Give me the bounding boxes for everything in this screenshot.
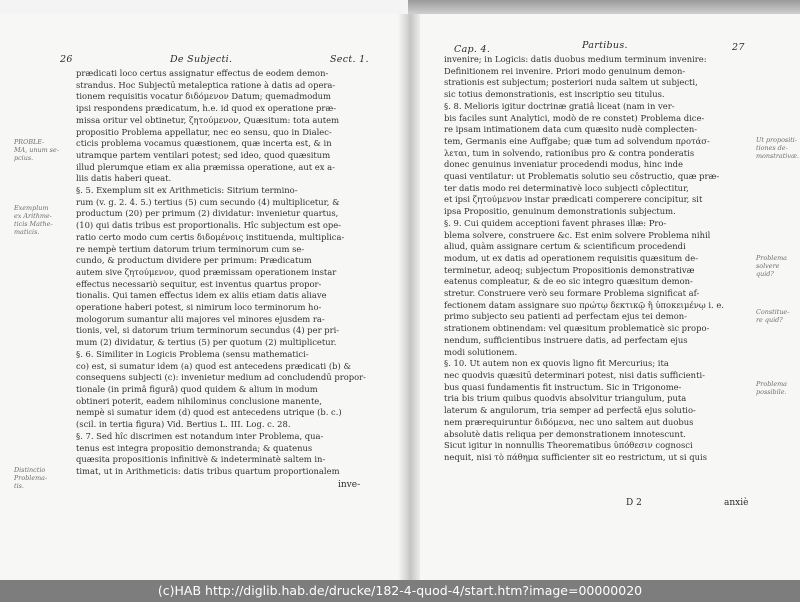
text-line: aliud, quàm assignare certum & scientificum procedendi [444, 241, 686, 252]
right-signature-mark: D 2 [626, 498, 642, 508]
text-line: ter datis modo rei determinativè loco subjecti côplectitur, [444, 182, 689, 193]
text-line: co) est, si sumatur idem (a) quod est antecedens prædicati (b) & [76, 360, 351, 371]
text-line: bis faciles sunt Analytici, modò de re constet) Problema dice- [444, 112, 705, 123]
text-line: et ipsi ζητούμενον instar prædicati comperere concipitur, sit [444, 194, 703, 205]
text-line: nequit, nisi τὸ πάθημα sufficienter sit eo restrictum, ut si quis [444, 451, 708, 462]
right-margin-note-1: Ut propositi- tiones de- monstrativæ. [756, 136, 799, 160]
text-line: missa oritur vel obtinetur, ζητούμενον, Quæsitum: tota autem [76, 114, 340, 125]
text-line: primo subjecto seu patienti ad perfectam ejus tei demon- [444, 311, 687, 322]
text-line: ratio certo modo cum certis διδομένοις instituenda, multiplica- [76, 231, 345, 242]
text-line: cundo, & productum dividere per primum: Prædicatum [76, 255, 312, 266]
text-line: quæsita propositionis infinitivè & indeterminatè saltem in- [76, 454, 326, 465]
text-line: liis datis haberi queat. [76, 173, 172, 184]
text-line: operatione haberi potest, si nimirum loco terminorum ho- [76, 302, 322, 313]
source-footer-bar [0, 580, 800, 602]
text-line: §. 10. Ut autem non ex quovis ligno fit Mercurius; ita [444, 358, 669, 369]
text-line: obtineri poterit, eadem nihilominus conclusione manente, [76, 395, 322, 406]
text-line: terminetur, adeoq; subjectum Propositionis demonstrativæ [444, 264, 695, 275]
left-section-label: Sect. 1. [330, 54, 369, 65]
text-line: nec quodvis quæsitū determinari potest, nisi datis sufficienti- [444, 369, 705, 380]
text-line: tionalis. Qui tamen effectus idem ex aliis etiam datis aliave [76, 290, 327, 301]
text-line: (10) qui datis tribus est proportionalis. Hîc subjectum est ope- [76, 220, 342, 231]
text-line: effectus necessariò sequitur, est inventus quartus propor- [76, 278, 322, 289]
text-line: illud plerumque etiam ex alia præmissa operatione, aut ex a- [76, 161, 335, 172]
text-line: invenire; in Logicis: datis duobus medium terminum invenire: [444, 54, 707, 64]
text-line: nempè si sumatur idem (d) quod est antecedens utrique (b. c.) [76, 407, 342, 418]
text-line: §. 7. Sed hîc discrimen est notandum inter Problema, qua- [76, 430, 324, 441]
text-line: tem, Germanis eine Auffgabe; quæ tum ad solvendum προτάσ- [444, 135, 710, 146]
text-line: tria bis trium quibus quodvis absolvitur triangulum, puta [444, 393, 687, 404]
left-margin-note-2: Exemplum ex Arithme- ticis Mathe- maticis. [14, 204, 53, 236]
text-line: strationis est subjectum; posteriori nuda saltem ut subjecti, [444, 77, 698, 88]
text-line: §. 6. Similiter in Logicis Problema (sensu mathematici- [76, 348, 309, 359]
text-line: modum, ut ex datis ad operationem requisitis quæsitum de- [444, 252, 699, 263]
right-catchword: anxiè [724, 498, 749, 508]
text-line: timat, ut in Arithmeticis: datis tribus quartum proportionalem [76, 465, 340, 476]
text-line: §. 5. Exemplum sit ex Arithmeticis: Sitrium termino- [76, 185, 298, 196]
text-line: prædicati loco certus assignatur effectus de eodem demon- [76, 68, 329, 78]
text-line: strationem obtinendam: vel quæsitum problematicè sic propo- [444, 323, 710, 334]
right-margin-note-2: Problema solvere quid? [756, 254, 787, 278]
right-page-number: 27 [732, 42, 745, 53]
right-margin-note-4: Problema possibile. [756, 380, 787, 396]
text-line: eatenus compleatur, & de eo sic integro quæsitum demon- [444, 276, 693, 287]
text-line: §. 8. Melioris igitur doctrinæ gratiâ liceat (nam in ver- [444, 100, 675, 111]
left-margin-note-3: Distinctio Problema- tis. [14, 466, 48, 490]
text-line: nem prærequiruntur διδόμενα, nec uno saltem aut duobus [444, 416, 694, 427]
text-line: modi solutionem. [444, 346, 518, 357]
left-running-title: De Subjecti. [170, 54, 233, 65]
text-line: mum (2) dividatur, & tertius (5) per quotum (2) multiplicetur. [76, 337, 337, 348]
left-catchword: inve- [338, 480, 361, 490]
text-line: λεται, tum in solvendo, rationibus pro & contra ponderatis [444, 147, 695, 158]
text-line: mologorum sumantur alii majores vel minores ejusdem ra- [76, 313, 325, 324]
right-margin-note-3: Constitue- re quid? [756, 308, 790, 324]
text-line: tionis, vel, si datorum trium terminorum secundus (4) per pri- [76, 325, 340, 336]
text-line: tionale (in primâ figurâ) quod quidem & alium in modum [76, 383, 318, 394]
text-line: re ipsam intimationem data cum quæsito nudè complecten- [444, 124, 698, 135]
text-line: sic totius demonstrationis, est inscriptio seu titulus. [444, 89, 665, 100]
text-line: stretur. Construere verò seu formare Problema significat af- [444, 288, 700, 299]
text-line: absolutè datis reliqua per demonstrationem innotescunt. [444, 428, 686, 439]
text-line: strandus. Hoc Subjectū metaleptica ratione à datis ad opera- [76, 79, 336, 90]
left-page-number: 26 [60, 54, 73, 65]
text-line: re nempè tertium datorum trium terminorum cum se- [76, 243, 305, 254]
right-running-title: Cap. 4. [454, 44, 491, 55]
text-line: quasi ventilatur: ut Problematis solutio seu côstructio, quæ præ- [444, 171, 720, 182]
text-line: §. 9. Cui quidem acceptioni favent phrases illæ: Pro- [444, 217, 667, 228]
text-line: ipsa Propositio, genuinum demonstrationis subjectum. [444, 206, 676, 217]
text-line: Definitionem rei invenire. Priori modo genuinum demon- [444, 65, 686, 76]
book-gutter [398, 14, 420, 580]
text-line: propositio Problema appellatur, nec eo sensu, quo in Dialec- [76, 126, 332, 137]
text-line: consequens subjecti (c): invenietur medium ad concludendū propor- [76, 372, 366, 383]
text-line: ipsi respondens prædicatum, h.e. id quod ex operatione præ- [76, 103, 337, 114]
source-credit-text: (c)HAB http://diglib.hab.de/drucke/182-4-quod-4/start.htm?image=00000020 [157, 583, 643, 598]
text-line: Sicut igitur in nonnullis Theorematibus ὑπόθεσιν cognosci [444, 440, 693, 451]
text-line: nendum, sufficientibus instruere datis, ad perfectam ejus [444, 334, 688, 345]
right-page [420, 14, 800, 580]
text-line: cticis problema vocamus quæstionem, quæ incerta est, & in [76, 138, 332, 149]
text-line: bus quasi fundamentis fit instructum. Sic in Trigonome- [444, 381, 682, 392]
left-body-text [76, 68, 394, 478]
text-line: tionem requisitis vocatur διδόμενον Datum; quemadmodum [76, 91, 331, 102]
text-line: rum (v. g. 2. 4. 5.) tertius (5) cum secundo (4) multiplicetur, & [76, 196, 340, 207]
text-line: fectionem datam assignare suo πρώτῳ δεκτικῷ ἢ ὑποκειμένῳ i. e. [444, 299, 724, 310]
right-body-text [444, 54, 754, 464]
text-line: productum (20) per primum (2) dividatur: invenietur quartus, [76, 208, 339, 219]
right-center-title: Partibus. [582, 40, 628, 51]
left-margin-note-1: PROBLE- MA, unum se- pcius. [14, 138, 59, 162]
text-line: (scil. in tertia figura) Vid. Bertius L. III. Log. c. 28. [76, 419, 291, 430]
text-line: donec genuinus inveniatur procedendi modus, hinc inde [444, 159, 683, 170]
left-page [0, 14, 400, 580]
text-line: autem sive ζητούμενον, quod præmissam operationem instar [76, 266, 337, 277]
text-line: laterum & angulorum, tria semper ad perfectã ejus solutio- [444, 405, 696, 416]
text-line: blema solvere, construere &c. Est enim solvere Problema nihil [444, 229, 711, 240]
viewer-top-strip [0, 0, 800, 14]
text-line: utramque partem ventilari potest; sed ideo, quod quæsitum [76, 149, 331, 160]
text-line: tenus est integra propositio demonstranda; & quatenus [76, 442, 313, 453]
